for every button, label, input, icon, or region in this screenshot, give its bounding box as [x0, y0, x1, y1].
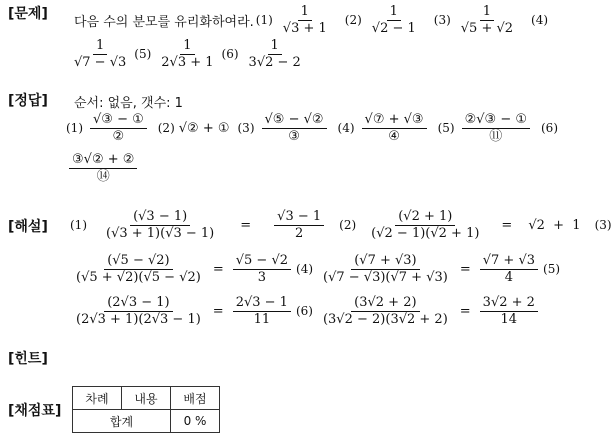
rubric-total-value: 0 % — [171, 410, 220, 433]
item-number: (5) — [437, 121, 455, 135]
item-number: (1) — [70, 218, 87, 232]
problem-section-label: [문제] — [8, 6, 48, 22]
solution-fraction — [368, 210, 482, 240]
denominator: 14 — [500, 311, 518, 327]
denominator: 3 — [257, 269, 267, 285]
denominator: ⑭ — [96, 168, 110, 184]
rubric-table — [72, 386, 220, 433]
denominator: √5 + √2 — [460, 20, 514, 36]
solution-fraction — [73, 254, 204, 284]
solution-fraction — [320, 254, 451, 284]
numerator: (2√3 − 1) — [104, 296, 172, 312]
denominator: 11 — [253, 311, 271, 327]
numerator: √⑦ + √③ — [362, 113, 427, 129]
answer-order-text: 순서: 없음, 갯수: 1 — [74, 96, 183, 111]
item-number: (2) — [344, 13, 362, 27]
rubric-total-row — [73, 410, 220, 433]
item-number: (1) — [66, 121, 83, 135]
numerator: √③ − ① — [90, 113, 147, 129]
numerator: (3√2 + 2) — [351, 296, 419, 312]
equals-sign: = — [212, 261, 224, 277]
numerator: ③√② + ② — [69, 153, 137, 169]
denominator: 2 — [295, 225, 304, 241]
answer-line-2 — [66, 148, 140, 188]
item-number: (3) — [433, 13, 451, 27]
denominator: (2√3 + 1)(2√3 − 1) — [76, 311, 201, 327]
answer-line-1 — [64, 108, 562, 148]
solution-section-label: [해설] — [8, 219, 48, 235]
item-number: (5) — [543, 262, 561, 276]
item-number: (5) — [134, 47, 152, 61]
solution-result: √2 + 1 — [528, 217, 581, 233]
rubric-header-row — [73, 387, 220, 410]
equals-sign: = — [501, 217, 513, 233]
item-number: (3) — [594, 218, 612, 232]
solution-result — [480, 254, 538, 284]
problem-fraction-4 — [71, 39, 129, 69]
numerator: (√2 + 1) — [395, 210, 455, 226]
problem-line-1 — [74, 2, 552, 38]
item-number: (2) — [157, 121, 175, 135]
denominator: 2√3 + 1 — [161, 54, 214, 70]
rubric-header-order: 차례 — [73, 387, 122, 410]
numerator: ②√③ − ① — [462, 113, 530, 129]
denominator: √7 − √3 — [74, 54, 127, 70]
numerator: 1 — [298, 5, 312, 21]
numerator: 1 — [480, 5, 494, 21]
solution-result — [274, 210, 324, 240]
item-number: (1) — [255, 13, 273, 27]
numerator: (√5 − √2) — [104, 254, 172, 270]
numerator: 3√2 + 2 — [480, 296, 538, 312]
problem-fraction-6 — [246, 39, 304, 69]
answer-fraction-1 — [90, 113, 147, 143]
denominator: (√7 − √3)(√7 + √3) — [323, 269, 448, 285]
numerator: (√3 − 1) — [130, 210, 190, 226]
item-number: (2) — [339, 218, 357, 232]
problem-fraction-2 — [369, 5, 419, 35]
item-number: (4) — [337, 121, 355, 135]
problem-fraction-5 — [158, 39, 216, 69]
answer-fraction-6 — [69, 153, 137, 183]
solution-result — [233, 254, 291, 284]
numerator: (√7 + √3) — [351, 254, 419, 270]
solution-fraction — [103, 210, 217, 240]
denominator: (√3 + 1)(√3 − 1) — [106, 225, 215, 241]
answer-expression-2: √② + ① — [178, 120, 230, 136]
equals-sign: = — [459, 303, 471, 319]
numerator: 1 — [268, 39, 282, 55]
answer-fraction-5 — [462, 113, 530, 143]
item-number: (4) — [296, 262, 314, 276]
answer-fraction-4 — [362, 113, 427, 143]
hint-section-label: [힌트] — [8, 351, 48, 367]
solution-line-1 — [68, 204, 616, 246]
denominator: (3√2 − 2)(3√2 + 2) — [322, 311, 448, 327]
solution-result — [233, 296, 291, 326]
solution-fraction — [320, 296, 451, 326]
rubric-section-label: [채점표] — [8, 403, 62, 419]
numerator: √3 − 1 — [274, 210, 324, 226]
equals-sign: = — [459, 261, 471, 277]
denominator: ④ — [388, 128, 400, 144]
solution-line-2 — [70, 248, 564, 290]
denominator: 3√2 − 2 — [248, 54, 301, 70]
problem-instruction: 다음 수의 분모를 유리화하여라. — [74, 14, 254, 30]
denominator: (√5 + √2)(√5 − √2) — [76, 269, 201, 285]
solution-fraction — [73, 296, 204, 326]
solution-result — [480, 296, 538, 326]
rubric-header-points: 배점 — [171, 387, 220, 410]
denominator: ⑪ — [489, 128, 503, 144]
item-number: (6) — [541, 121, 558, 135]
equals-sign: = — [212, 303, 224, 319]
numerator: 1 — [93, 39, 107, 55]
denominator: (√2 − 1)(√2 + 1) — [371, 225, 480, 241]
numerator: √7 + √3 — [480, 254, 538, 270]
item-number: (3) — [237, 121, 255, 135]
solution-line-3 — [70, 290, 541, 332]
rubric-total-label: 합계 — [73, 410, 171, 433]
item-number: (6) — [295, 304, 313, 318]
denominator: √3 + 1 — [282, 20, 327, 36]
numerator: √5 − √2 — [233, 254, 291, 270]
problem-fraction-1 — [280, 5, 330, 35]
answer-fraction-3 — [262, 113, 327, 143]
numerator: 2√3 − 1 — [233, 296, 291, 312]
answer-section-label: [정답] — [8, 93, 48, 109]
numerator: 1 — [180, 39, 194, 55]
item-number: (6) — [221, 47, 239, 61]
problem-fraction-3 — [458, 5, 516, 35]
denominator: 4 — [504, 269, 514, 285]
equals-sign: = — [240, 217, 252, 233]
numerator: 1 — [387, 5, 401, 21]
denominator: √2 − 1 — [371, 20, 416, 36]
item-number: (4) — [531, 13, 549, 27]
numerator: √⑤ − √② — [262, 113, 327, 129]
rubric-header-content: 내용 — [122, 387, 171, 410]
denominator: ③ — [288, 128, 300, 144]
problem-line-2 — [68, 36, 307, 72]
denominator: ② — [112, 128, 125, 144]
